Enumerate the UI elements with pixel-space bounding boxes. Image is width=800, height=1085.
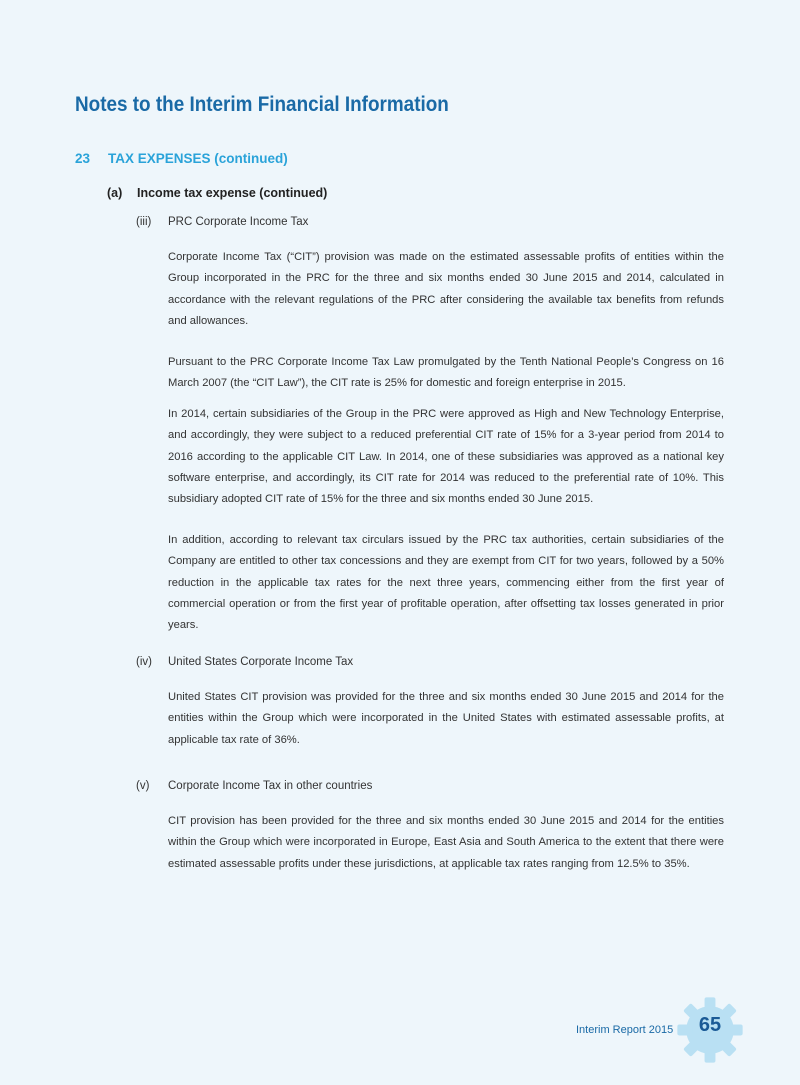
paragraph-cit-law: Pursuant to the PRC Corporate Income Tax Law promulgated by the Tenth National People’s Congress on 16 March 2007 (the “CIT Law”), the CIT rate is 25% for domestic and foreign enterprise in 2015.	[168, 356, 724, 390]
page-title: Notes to the Interim Financial Information	[75, 93, 449, 116]
item-heading-iv	[136, 656, 353, 668]
section-title: TAX EXPENSES (continued)	[108, 151, 288, 166]
paragraph-tax-concessions: In addition, according to relevant tax circulars issued by the PRC tax authorities, certain subsidiaries of the Company are entitled to other tax concessions and they are exempt from CIT for two years, followed by a 50% reduction in the applicable tax rates for the next three years, commencing either from the first year of commercial operation or from the first year of profitable operation, after offsetting tax losses generated in prior years.	[168, 534, 724, 632]
page-number: 65	[698, 1014, 722, 1036]
subsection-label: (a)	[107, 186, 123, 200]
item-heading-iii	[136, 216, 308, 228]
subsection-heading	[107, 186, 327, 200]
section-heading	[75, 151, 288, 166]
item-title: United States Corporate Income Tax	[168, 656, 354, 668]
item-label: (iv)	[136, 656, 152, 668]
subsection-title: Income tax expense (continued)	[137, 186, 328, 200]
item-label: (iii)	[136, 216, 152, 228]
paragraph-other-countries-cit: CIT provision has been provided for the three and six months ended 30 June 2015 and 2014 for the entities within the Group which were incorporated in Europe, East Asia and South America to the extent that there were estimated assessable profits under these jurisdictions, at applicable tax rates ranging from 12.5% to 35%.	[168, 815, 724, 870]
item-heading-v	[136, 780, 372, 792]
paragraph-high-tech-enterprise: In 2014, certain subsidiaries of the Group in the PRC were approved as High and New Technology Enterprise, and accordingly, they were subject to a reduced preferential CIT rate of 15% for a 3-year period from 2014 to 2016 according to the applicable CIT Law. In 2014, one of these subsidiaries was approved as a national key software enterprise, and accordingly, its CIT rate for 2014 was reduced to the preferential rate of 10%. This subsidiary adopted CIT rate of 15% for the three and six months ended 30 June 2015.	[168, 408, 724, 506]
item-title: PRC Corporate Income Tax	[168, 216, 309, 228]
paragraph-us-cit: United States CIT provision was provided for the three and six months ended 30 June 2015 and 2014 for the entities within the Group which were incorporated in the United States with estimated assessable profits, at applicable tax rate of 36%.	[168, 691, 724, 746]
paragraph-cit-provision: Corporate Income Tax (“CIT”) provision was made on the estimated assessable profits of entities within the Group incorporated in the PRC for the three and six months ended 30 June 2015 and 2014, calculated in accordance with the relevant regulations of the PRC after considering the available tax benefits from refunds and allowances.	[168, 251, 724, 327]
report-label: Interim Report 2015	[576, 1024, 674, 1036]
item-label: (v)	[136, 780, 150, 792]
item-title: Corporate Income Tax in other countries	[168, 780, 373, 792]
section-number: 23	[75, 151, 91, 166]
